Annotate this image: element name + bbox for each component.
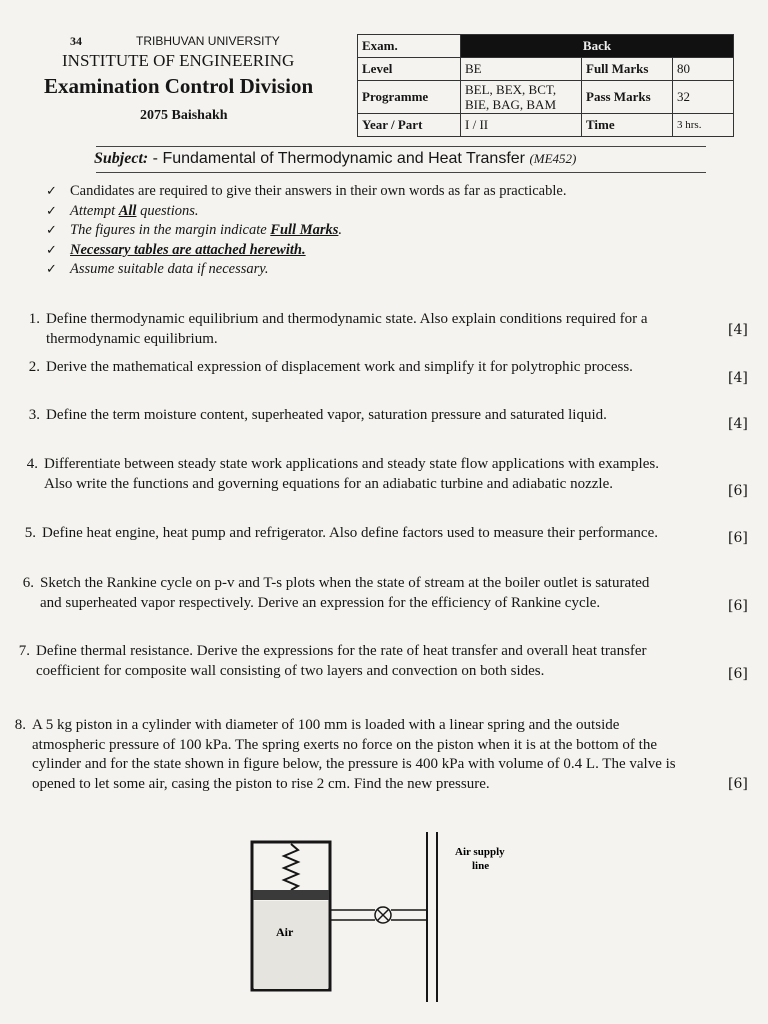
- exam-value: Back: [461, 35, 734, 58]
- subject-bottom-rule: [96, 172, 706, 173]
- instruction-item: ✓ Candidates are required to give their answers in their own words as far as practicable.: [46, 183, 567, 200]
- question-3: 3. Define the term moisture content, superheated vapor, saturation pressure and saturated liquid.: [28, 407, 607, 423]
- programme-value: [461, 81, 582, 114]
- exam-label: Exam.: [358, 35, 461, 58]
- question-4-marks: [6]: [728, 483, 748, 499]
- instruction-item: ✓ Assume suitable data if necessary.: [46, 261, 269, 278]
- time-value: 3 hrs.: [673, 114, 734, 137]
- year-label: Year / Part: [358, 114, 461, 137]
- air-region: [254, 901, 328, 989]
- subject-code: (ME452): [529, 151, 577, 166]
- check-icon: ✓: [46, 262, 57, 278]
- spring-icon: [284, 844, 298, 890]
- question-5-marks: [6]: [728, 530, 748, 546]
- question-7-marks: [6]: [728, 666, 748, 682]
- subject-title: - Fundamental of Thermodynamic and Heat Transfer: [152, 150, 525, 167]
- supply-label-1: Air supply: [455, 846, 505, 858]
- question-5: 5. Define heat engine, heat pump and refrigerator. Also define factors used to measure their performance.: [24, 525, 658, 541]
- piston: [253, 890, 329, 900]
- instructions-list: [46, 182, 726, 280]
- year-value: I / II: [461, 114, 582, 137]
- check-icon: ✓: [46, 203, 57, 219]
- time-label: Time: [582, 114, 673, 137]
- level-label: Level: [358, 58, 461, 81]
- full-marks-value: 80: [673, 58, 734, 81]
- question-2: 2. Derive the mathematical expression of displacement work and simplify it for polytrophic process.: [28, 359, 633, 375]
- division-name: Examination Control Division: [44, 74, 314, 98]
- subject-top-rule: [96, 146, 706, 147]
- check-icon: ✓: [46, 184, 57, 200]
- piston-cylinder-figure: [240, 828, 530, 1008]
- page-number: 34: [70, 34, 82, 48]
- question-1: 1. Define thermodynamic equilibrium and thermodynamic state. Also explain conditions required for a thermodynamic equilibrium.: [28, 311, 648, 347]
- question-6: 6. Sketch the Rankine cycle on p-v and T-s plots when the state of stream at the boiler outlet is saturated and superheated vapor respectively. Derive an expression for the efficiency of Rankine cycle.: [22, 575, 650, 611]
- question-7: 7. Define thermal resistance. Derive the expressions for the rate of heat transfer and overall heat transfer coefficient for composite wall consisting of two layers and convection on both sides.: [18, 643, 647, 679]
- subject-label: Subject:: [94, 150, 149, 167]
- programme-label: Programme: [358, 81, 461, 114]
- exam-info-table: [357, 34, 734, 137]
- air-label: Air: [276, 925, 294, 939]
- instruction-item: ✓ The figures in the margin indicate Full Marks.: [46, 222, 343, 239]
- full-marks-label: Full Marks: [582, 58, 673, 81]
- check-icon: ✓: [46, 242, 57, 258]
- university-name: TRIBHUVAN UNIVERSITY: [136, 34, 280, 48]
- programme-line-2: BIE, BAG, BAM: [465, 97, 557, 112]
- programme-line-1: BEL, BEX, BCT,: [465, 82, 557, 97]
- instruction-item: ✓ Attempt All questions.: [46, 202, 199, 219]
- pass-marks-label: Pass Marks: [582, 81, 673, 114]
- question-8: 8. A 5 kg piston in a cylinder with diameter of 100 mm is loaded with a linear spring and the outside atmospheric pressure of 100 kPa. The spring exerts no force on the piston when it is at the bottom of the cylinder and for the state shown in figure below, the pressure is 400 kPa with volume of 0.4 L. The valve is opened to let some air, casing the piston to rise 2 cm. Find the new pressure.: [14, 717, 676, 792]
- subject-line: [94, 150, 576, 168]
- question-6-marks: [6]: [728, 598, 748, 614]
- level-value: BE: [461, 58, 582, 81]
- question-2-marks: [4]: [728, 370, 748, 386]
- question-4: 4. Differentiate between steady state work applications and steady state flow applications with examples. Also write the functions and governing equations for an adiabatic turbine and adiabatic nozzle.: [26, 456, 659, 492]
- question-8-marks: [6]: [728, 776, 748, 792]
- institute-name: INSTITUTE OF ENGINEERING: [62, 51, 295, 70]
- pass-marks-value: 32: [673, 81, 734, 114]
- question-1-marks: [4]: [728, 322, 748, 338]
- exam-session: 2075 Baishakh: [140, 108, 228, 123]
- supply-label-2: line: [472, 860, 490, 872]
- question-3-marks: [4]: [728, 416, 748, 432]
- instruction-item: ✓ Necessary tables are attached herewith.: [46, 241, 306, 258]
- check-icon: ✓: [46, 223, 57, 239]
